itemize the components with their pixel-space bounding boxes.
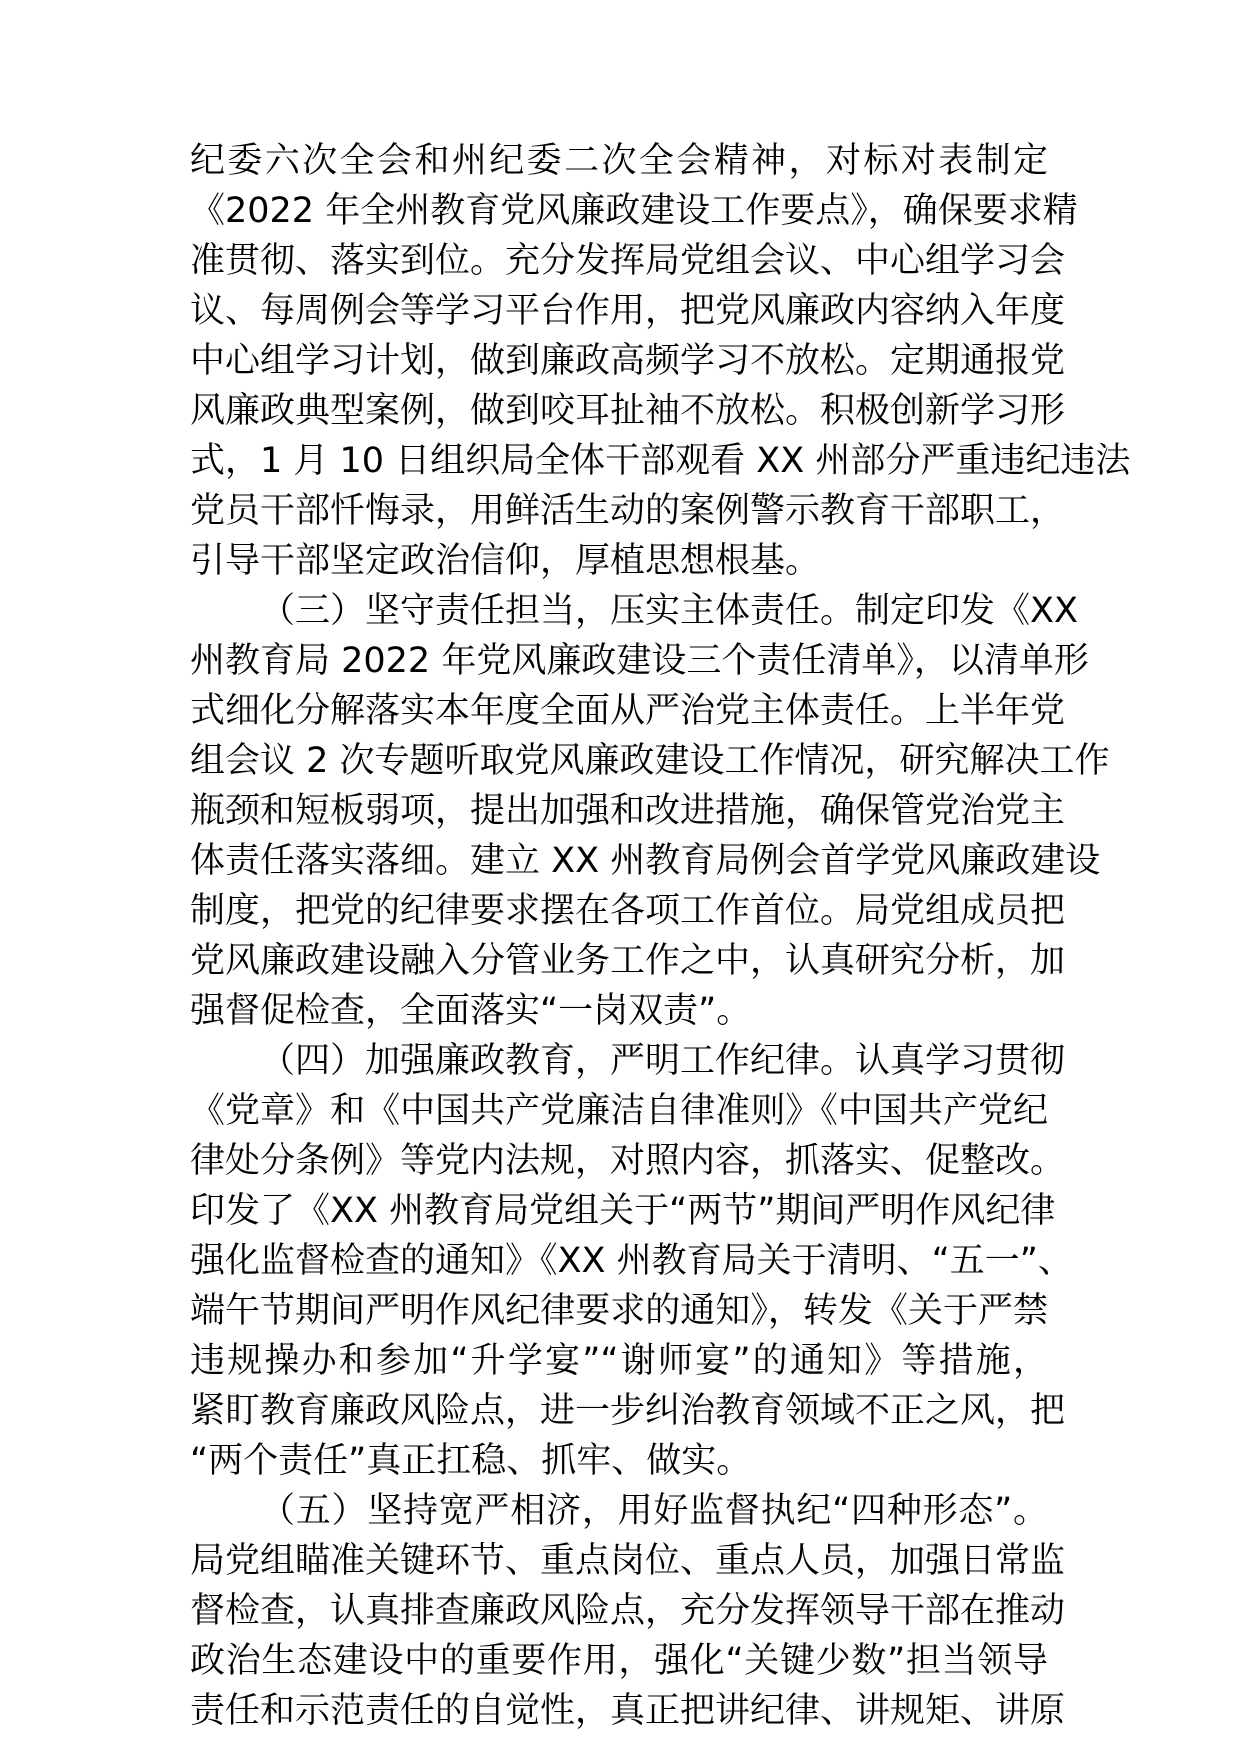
text-line: 式细化分解落实本年度全面从严治党主体责任。上半年党 <box>190 691 1066 731</box>
text-line: 引导干部坚定政治信仰，厚植思想根基。 <box>190 541 821 581</box>
text-line: 《2022 年全州教育党风廉政建设工作要点》，确保要求精 <box>190 191 1078 231</box>
text-line: 州教育局 2022 年党风廉政建设三个责任清单》，以清单形 <box>190 641 1089 681</box>
text-line: 局党组瞄准关键环节、重点岗位、重点人员，加强日常监 <box>190 1541 1066 1581</box>
text-line: 党风廉政建设融入分管业务工作之中，认真研究分析，加 <box>190 941 1066 981</box>
text-line: 纪委六次全会和州纪委二次全会精神，对标对表制定 <box>190 141 1048 181</box>
text-line: 印发了《XX 州教育局党组关于“两节”期间严明作风纪律 <box>190 1191 1056 1231</box>
text-line: 中心组学习计划，做到廉政高频学习不放松。定期通报党 <box>190 341 1066 381</box>
text-line: 组会议 2 次专题听取党风廉政建设工作情况，研究解决工作 <box>190 741 1110 781</box>
text-line: 式，1 月 10 日组织局全体干部观看 XX 州部分严重违纪违法 <box>190 441 1131 481</box>
text-line: 风廉政典型案例，做到咬耳扯袖不放松。积极创新学习形 <box>190 391 1066 431</box>
text-line: 端午节期间严明作风纪律要求的通知》，转发《关于严禁 <box>190 1291 1048 1331</box>
text-line: 准贯彻、落实到位。充分发挥局党组会议、中心组学习会 <box>190 241 1066 281</box>
section-heading-line: （五）坚持宽严相济，用好监督执纪“四种形态”。 <box>260 1491 1048 1531</box>
text-line: 律处分条例》等党内法规，对照内容，抓落实、促整改。 <box>190 1141 1066 1181</box>
text-line: “两个责任”真正扛稳、抓牢、做实。 <box>190 1441 752 1481</box>
text-line: 议、每周例会等学习平台作用，把党风廉政内容纳入年度 <box>190 291 1066 331</box>
text-line: 强化监督检查的通知》《XX 州教育局关于清明、“五一”、 <box>190 1241 1073 1281</box>
text-line: 督检查，认真排查廉政风险点，充分发挥领导干部在推动 <box>190 1591 1066 1631</box>
text-line: 政治生态建设中的重要作用，强化“关键少数”担当领导 <box>190 1641 1048 1681</box>
text-line: 责任和示范责任的自觉性，真正把讲纪律、讲规矩、讲原 <box>190 1691 1066 1731</box>
text-line: 党员干部忏悔录，用鲜活生动的案例警示教育干部职工， <box>190 491 1066 531</box>
text-line: 紧盯教育廉政风险点，进一步纠治教育领域不正之风，把 <box>190 1391 1066 1431</box>
text-line: 体责任落实落细。建立 XX 州教育局例会首学党风廉政建设 <box>190 841 1101 881</box>
text-line: 瓶颈和短板弱项，提出加强和改进措施，确保管党治党主 <box>190 791 1066 831</box>
text-line: 违规操办和参加“升学宴”“谢师宴”的通知》等措施， <box>190 1341 1048 1381</box>
text-line: 《党章》和《中国共产党廉洁自律准则》《中国共产党纪 <box>190 1091 1048 1131</box>
text-line: 制度，把党的纪律要求摆在各项工作首位。局党组成员把 <box>190 891 1066 931</box>
section-heading-line: （四）加强廉政教育，严明工作纪律。认真学习贯彻 <box>260 1041 1066 1081</box>
text-line: 强督促检查，全面落实“一岗双责”。 <box>190 991 752 1031</box>
section-heading-line: （三）坚守责任担当，压实主体责任。制定印发《XX <box>260 591 1078 631</box>
